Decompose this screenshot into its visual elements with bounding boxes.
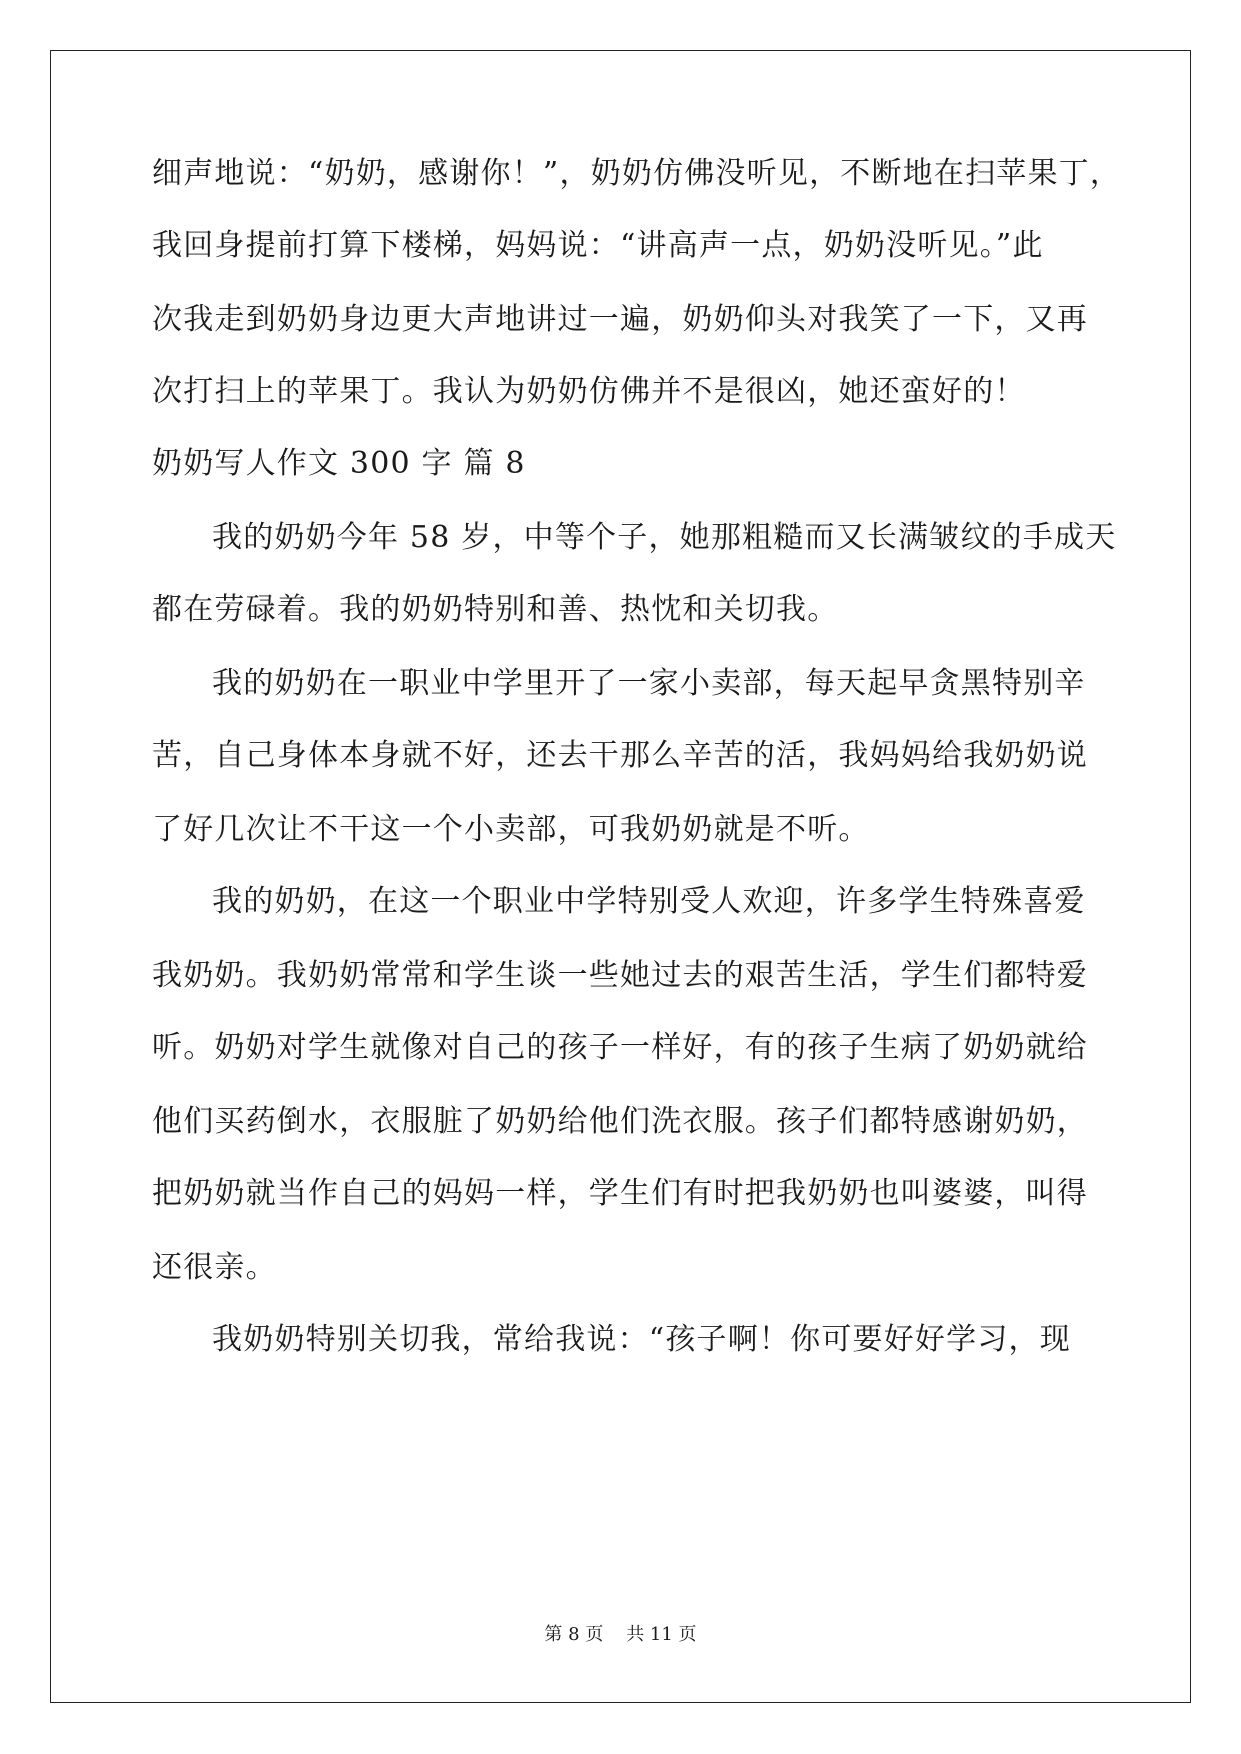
text-line: 细声地说：“奶奶，感谢你！”，奶奶仿佛没听见，不断地在扫苹果丁， xyxy=(152,156,1122,191)
text-line: 听。奶奶对学生就像对自己的孩子一样好，有的孩子生病了奶奶就给 xyxy=(152,1030,1088,1065)
text-line: 我的奶奶今年 58 岁，中等个子，她那粗糙而又长满皱纹的手成天 xyxy=(212,520,1117,555)
page-border xyxy=(50,50,1191,1703)
text-line: 我奶奶。我奶奶常常和学生谈一些她过去的艰苦生活，学生们都特爱 xyxy=(152,958,1088,993)
text-line: 都在劳碌着。我的奶奶特别和善、热忱和关切我。 xyxy=(152,592,839,627)
text-line: 次打扫上的苹果丁。我认为奶奶仿佛并不是很凶，她还蛮好的！ xyxy=(152,374,1026,409)
text-line: 我奶奶特别关切我，常给我说：“孩子啊！你可要好好学习，现 xyxy=(212,1322,1071,1357)
text-line: 把奶奶就当作自己的妈妈一样，学生们有时把我奶奶也叫婆婆，叫得 xyxy=(152,1176,1088,1211)
section-heading: 奶奶写人作文 300 字 篇 8 xyxy=(152,446,526,481)
text-line: 他们买药倒水，衣服脏了奶奶给他们洗衣服。孩子们都特感谢奶奶， xyxy=(152,1104,1088,1139)
text-line: 我的奶奶，在这一个职业中学特别受人欢迎，许多学生特殊喜爱 xyxy=(212,884,1086,919)
text-line: 次我走到奶奶身边更大声地讲过一遍，奶奶仰头对我笑了一下，又再 xyxy=(152,302,1088,337)
text-line: 我的奶奶在一职业中学里开了一家小卖部，每天起早贪黑特别辛 xyxy=(212,666,1086,701)
text-line: 还很亲。 xyxy=(152,1250,277,1285)
page-footer: 第 8 页 共 11 页 xyxy=(544,1624,697,1645)
text-line: 了好几次让不干这一个小卖部，可我奶奶就是不听。 xyxy=(152,812,870,847)
text-line: 苦，自己身体本身就不好，还去干那么辛苦的活，我妈妈给我奶奶说 xyxy=(152,738,1088,773)
text-line: 我回身提前打算下楼梯，妈妈说：“讲高声一点，奶奶没听见。”此 xyxy=(152,228,1044,263)
